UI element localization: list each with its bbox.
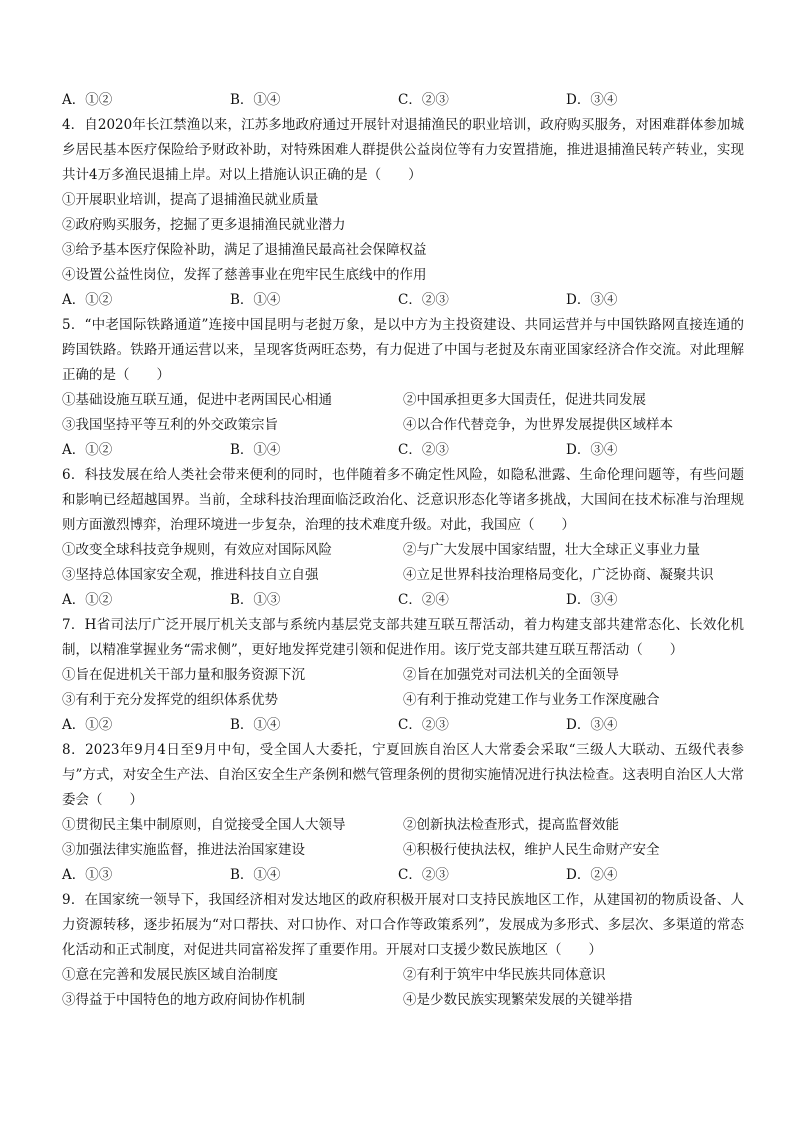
q7-statements-row-2: [62, 688, 744, 713]
option-c: C．②③: [398, 867, 449, 883]
option-c: C．②③: [398, 92, 449, 108]
q7-statement-2: ②旨在加强党对司法机关的全面领导: [403, 667, 619, 683]
option-d: D．③④: [566, 442, 618, 458]
q9-statements-row-1: [62, 963, 744, 988]
option-d: D．②④: [566, 867, 618, 883]
q4-options: [62, 288, 744, 313]
option-b: B．①④: [230, 292, 281, 308]
q9-stem: 9．在国家统一领导下，我国经济相对发达地区的政府积极开展对口支持民族地区工作，从建国初的物质设备、人力资源转移，逐步拓展为“对口帮扶、对口协作、对口合作等政策系列”，发展成为多形式、多层次、多渠道的常态化活动和正式制度，对促进共同富裕发挥了重要作用。开展对口支援少数民族地区（ ）: [62, 892, 744, 958]
option-a: A．①②: [62, 592, 113, 608]
q4-stem: 4．自2020年长江禁渔以来，江苏多地政府通过开展针对退捕渔民的职业培训，政府购买服务，对困难群体参加城乡居民基本医疗保险给予财政补助，对特殊困难人群提供公益岗位等有力安置措施，推进退捕渔民转产转业，实现共计4万多渔民退捕上岸。对以上措施认识正确的是（ ）: [62, 117, 744, 183]
q5-statements-row-1: [62, 388, 744, 413]
option-c: C．②③: [398, 717, 449, 733]
q8-statement-3: ③加强法律实施监督，推进法治国家建设: [62, 842, 305, 858]
q5-statement-4: ④以合作代替竞争，为世界发展提供区域样本: [403, 417, 673, 433]
option-c: C．②③: [398, 442, 449, 458]
q7-statement-3: ③有利于充分发挥党的组织体系优势: [62, 692, 278, 708]
q8-stem: 8．2023年9月4日至9月中旬，受全国人大委托，宁夏回族自治区人大常委会采取“三级人大联动、五级代表参与”方式，对安全生产法、自治区安全生产条例和燃气管理条例的贯彻实施情况进行执法检查。这表明自治区人大常委会（ ）: [62, 742, 744, 808]
q4-statement-2: ②政府购买服务，挖掘了更多退捕渔民就业潜力: [62, 217, 346, 233]
q8-statement-1: ①贯彻民主集中制原则，自觉接受全国人大领导: [62, 817, 346, 833]
option-d: D．③④: [566, 717, 618, 733]
option-a: A．①③: [62, 867, 113, 883]
option-b: B．①③: [230, 592, 281, 608]
q9-statement-2: ②有利于筑牢中华民族共同体意识: [403, 967, 606, 983]
q9-statement-1: ①意在完善和发展民族区域自治制度: [62, 967, 278, 983]
q7-statements-row-1: [62, 663, 744, 688]
option-d: D．③④: [566, 292, 618, 308]
q9-statements-row-2: [62, 988, 744, 1013]
q5-statements-row-2: [62, 413, 744, 438]
q7-statement-4: ④有利于推动党建工作与业务工作深度融合: [403, 692, 660, 708]
q6-statement-3: ③坚持总体国家安全观，推进科技自立自强: [62, 567, 319, 583]
option-a: A．①②: [62, 92, 113, 108]
q6-statements-row-1: [62, 538, 744, 563]
q8-options: [62, 863, 744, 888]
q8-statements-row-2: [62, 838, 744, 863]
option-d: D．③④: [566, 592, 618, 608]
q4-statement-4: ④设置公益性岗位，发挥了慈善事业在兜牢民生底线中的作用: [62, 267, 427, 283]
q7-stem: 7．H省司法厅广泛开展厅机关支部与系统内基层党支部共建互联互帮活动，着力构建支部共建常态化、长效化机制，以精准掌握业务“需求侧”，更好地发挥党建引领和促进作用。该厅党支部共建互联互帮活动（ ）: [62, 617, 744, 658]
q6-statement-4: ④立足世界科技治理格局变化，广泛协商、凝聚共识: [403, 567, 714, 583]
option-a: A．①②: [62, 717, 113, 733]
q6-options: [62, 588, 744, 613]
q8-statement-2: ②创新执法检查形式，提高监督效能: [403, 817, 619, 833]
q5-statement-1: ①基础设施互联互通，促进中老两国民心相通: [62, 392, 332, 408]
q5-options: [62, 438, 744, 463]
q5-statement-2: ②中国承担更多大国责任，促进共同发展: [403, 392, 646, 408]
q3-options: [62, 88, 744, 113]
option-b: B．①④: [230, 92, 281, 108]
option-b: B．①④: [230, 717, 281, 733]
option-d: D．③④: [566, 92, 618, 108]
q8-statement-4: ④积极行使执法权，维护人民生命财产安全: [403, 842, 660, 858]
q9-statement-4: ④是少数民族实现繁荣发展的关键举措: [403, 992, 633, 1008]
q5-statement-3: ③我国坚持平等互利的外交政策宗旨: [62, 417, 278, 433]
q5-stem: 5．“中老国际铁路通道”连接中国昆明与老挝万象，是以中方为主投资建设、共同运营并与中国铁路网直接连通的跨国铁路。铁路开通运营以来，呈现客货两旺态势，有力促进了中国与老挝及东南亚国家经济合作交流。对此理解正确的是（ ）: [62, 317, 744, 383]
q9-statement-3: ③得益于中国特色的地方政府间协作机制: [62, 992, 305, 1008]
exam-page: [62, 88, 744, 1013]
option-a: A．①②: [62, 292, 113, 308]
option-a: A．①②: [62, 442, 113, 458]
q4-statement-1: ①开展职业培训，提高了退捕渔民就业质量: [62, 192, 319, 208]
option-c: C．②③: [398, 292, 449, 308]
q6-statements-row-2: [62, 563, 744, 588]
q7-options: [62, 713, 744, 738]
q6-statement-1: ①改变全球科技竞争规则，有效应对国际风险: [62, 542, 332, 558]
q4-statement-3: ③给予基本医疗保险补助，满足了退捕渔民最高社会保障权益: [62, 242, 427, 258]
q7-statement-1: ①旨在促进机关干部力量和服务资源下沉: [62, 667, 305, 683]
q6-statement-2: ②与广大发展中国家结盟，壮大全球正义事业力量: [403, 542, 700, 558]
option-b: B．①④: [230, 867, 281, 883]
option-c: C．②④: [398, 592, 449, 608]
option-b: B．①④: [230, 442, 281, 458]
q6-stem: 6．科技发展在给人类社会带来便利的同时，也伴随着多不确定性风险，如隐私泄露、生命伦理问题等，有些问题和影响已经超越国界。当前，全球科技治理面临泛政治化、泛意识形态化等诸多挑战，大国间在技术标准与治理规则方面激烈博弈，治理环境进一步复杂，治理的技术难度升级。对此，我国应（ ）: [62, 467, 744, 533]
q8-statements-row-1: [62, 813, 744, 838]
